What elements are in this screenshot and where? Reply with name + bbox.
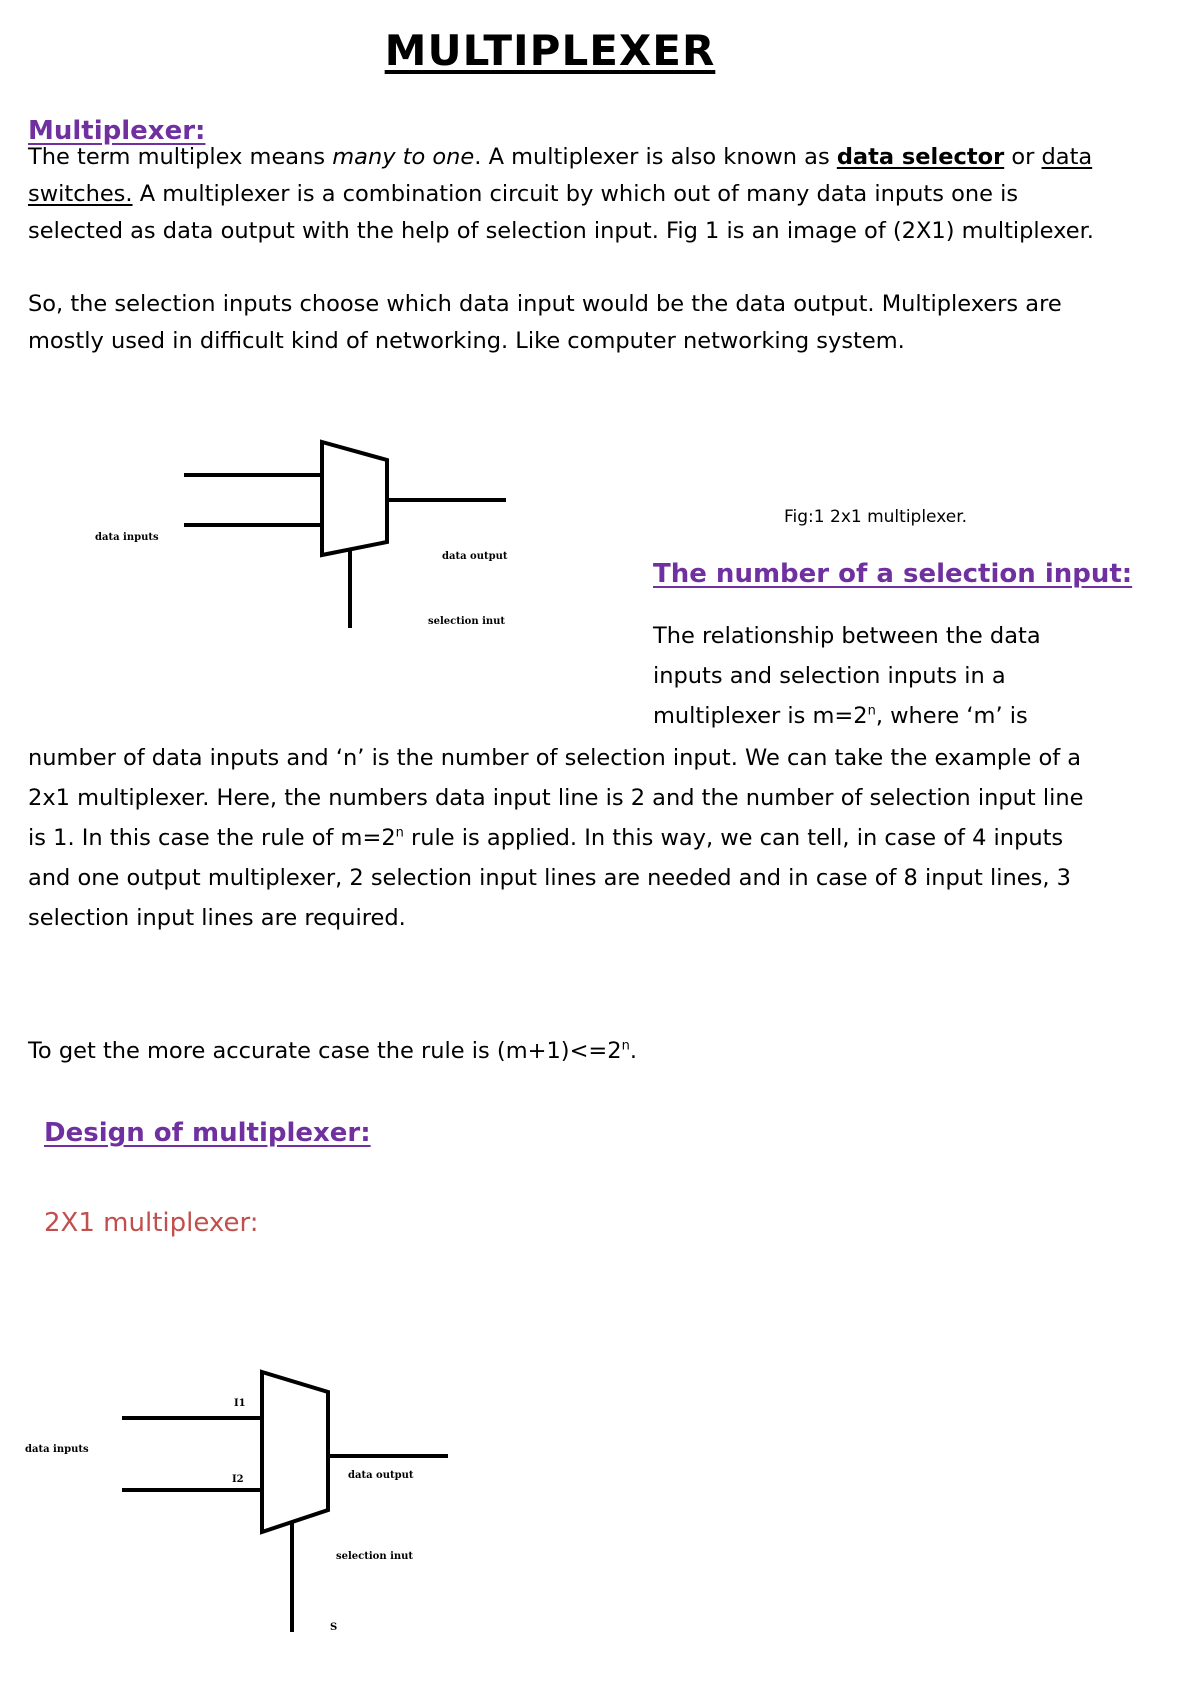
- fig2-label-selection-input: selection inut: [336, 1551, 414, 1562]
- fig2-label-i1: I1: [234, 1398, 246, 1409]
- fig1-label-data-output: data output: [442, 551, 508, 562]
- figure-1-caption: Fig:1 2x1 multiplexer.: [784, 507, 968, 527]
- section-heading-selection-input: The number of a selection input:: [653, 559, 1133, 589]
- fig2-label-data-inputs: data inputs: [25, 1444, 89, 1455]
- selection-text-a: number of data inputs and ‘n’ is the number of selection input. We can take the example of a 2x1 multiplexer. Here, the numbers data input line is 2 and the number of selection input line is 1. In this case the rule of m=2: [28, 745, 1084, 851]
- intro-text-2: . A multiplexer is also known as: [474, 144, 837, 170]
- accurate-rule-a: To get the more accurate case the rule is (m+1)<=2: [28, 1038, 622, 1064]
- multiplexer-block: [262, 1372, 328, 1532]
- accurate-rule: [28, 1033, 637, 1070]
- fig2-label-s: S: [330, 1622, 338, 1633]
- selection-line-1: The relationship between the data: [653, 623, 1041, 649]
- selection-text-b: rule is applied. In this way, we can tell, in case of 4 inputs and one output multiplexer, 2 selection input lines are needed and in case of 8 input lines, 3 selection input lines are required.: [28, 825, 1071, 931]
- superscript-n: n: [867, 703, 876, 719]
- fig1-label-selection-input: selection inut: [428, 616, 506, 627]
- intro-text-4: A multiplexer is a combination circuit by which out of many data inputs one is selected as data output with the help of selection input. Fig 1 is an image of (2X1) multiplexer.: [28, 181, 1094, 244]
- term-data-selector: data selector: [836, 144, 1005, 170]
- page-title: MULTIPLEXER: [384, 26, 716, 75]
- fig2-label-i2: I2: [232, 1474, 244, 1485]
- term-data-switches: data switches.: [28, 144, 1093, 207]
- section-heading-multiplexer: Multiplexer:: [28, 116, 206, 146]
- selection-line-3-b: , where ‘m’ is: [875, 703, 1028, 729]
- figure-2-diagram: [0, 1360, 500, 1650]
- section-heading-design: Design of multiplexer:: [44, 1118, 371, 1148]
- multiplexer-block: [322, 442, 387, 555]
- selection-line-3: [653, 698, 1028, 735]
- superscript-n: n: [621, 1038, 630, 1054]
- intro-paragraph-2: So, the selection inputs choose which data input would be the data output. Multiplexers are mostly used in difficult kind of networking. Like computer networking system.: [28, 291, 1062, 354]
- intro-text-3: or: [1004, 144, 1042, 170]
- fig2-label-data-output: data output: [348, 1470, 414, 1481]
- selection-line-3-a: multiplexer is m=2: [653, 703, 868, 729]
- superscript-n: n: [395, 825, 404, 841]
- intro-italic: many to one: [332, 144, 475, 170]
- selection-paragraph: [28, 738, 1108, 938]
- subheading-2x1-multiplexer: 2X1 multiplexer:: [44, 1208, 259, 1238]
- intro-text-1: The term multiplex means: [28, 144, 333, 170]
- accurate-rule-b: .: [629, 1038, 637, 1064]
- fig1-label-data-inputs: data inputs: [95, 532, 159, 543]
- selection-line-2: inputs and selection inputs in a: [653, 663, 1006, 689]
- intro-paragraph: [28, 139, 1108, 250]
